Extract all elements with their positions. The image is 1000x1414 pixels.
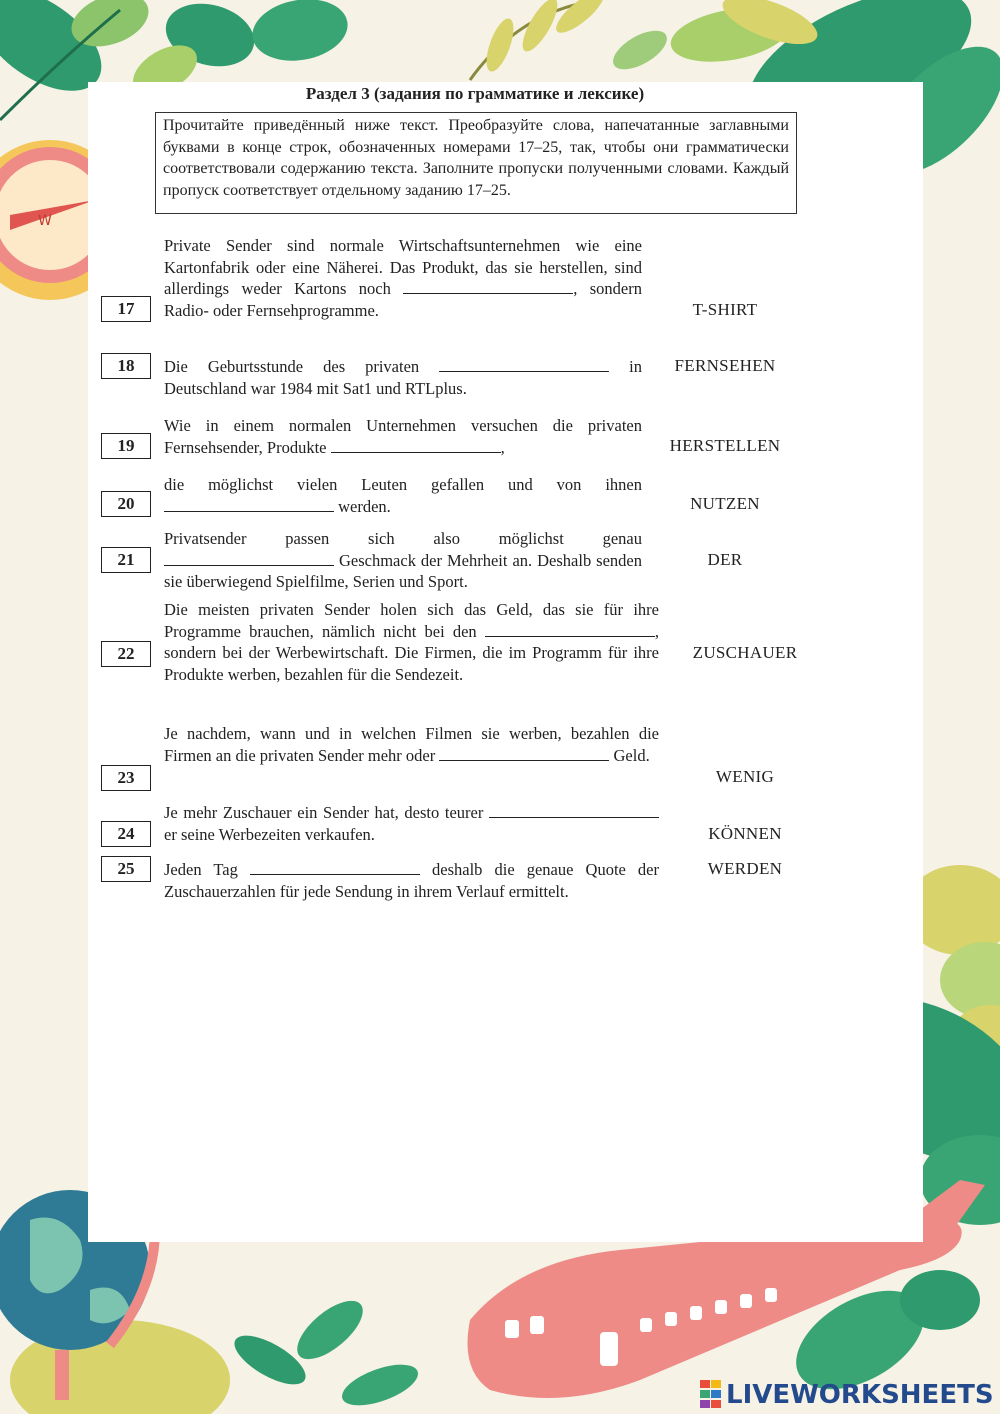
key-word-19: HERSTELLEN	[669, 436, 781, 455]
key-word-18: FERNSEHEN	[674, 356, 776, 375]
task-text-before: Die Geburtsstunde des privaten	[164, 357, 420, 376]
key-word-25: WERDEN	[707, 859, 783, 878]
task-text-after: , sondern Radio- oder Fernsehprogramme.	[164, 279, 643, 320]
task-number-20: 20	[101, 491, 151, 517]
task-number-22: 22	[101, 641, 151, 667]
answer-blank-21[interactable]	[164, 551, 334, 566]
task-text-after: in Deutschland war 1984 mit Sat1 und RTLplus.	[164, 357, 643, 398]
answer-blank-25[interactable]	[250, 860, 420, 875]
answer-blank-20[interactable]	[164, 497, 334, 512]
task-number-25: 25	[101, 856, 151, 882]
task-text-after: , sondern bei der Werbewirtschaft. Die Firmen, die im Programm für ihre Produkte werben, bezahlen für die Sendezeit.	[164, 621, 659, 684]
task-text-25	[164, 859, 659, 902]
task-text-18	[164, 356, 642, 399]
answer-blank-18[interactable]	[439, 357, 609, 372]
answer-blank-23[interactable]	[439, 746, 609, 761]
task-number-17: 17	[101, 296, 151, 322]
answer-blank-17[interactable]	[403, 279, 573, 294]
instructions-box: Прочитайте приведённый ниже текст. Преобразуйте слова, напечатанные заглавными буквами в конце строк, обозначенных номерами 17–25, так, чтобы они грамматически соответствовали содержанию текста. Заполните пропуски полученными словами. Каждый пропуск соответствует отдельному заданию 17–25.	[155, 112, 797, 214]
task-text-after: Geld.	[613, 745, 650, 765]
key-word-20: NUTZEN	[690, 494, 760, 513]
task-text-after: Geschmack der Mehrheit an. Deshalb senden sie überwiegend Spielfilme, Serien und Sport.	[164, 550, 642, 591]
task-text-19	[164, 415, 642, 458]
task-number-18: 18	[101, 353, 151, 379]
task-number-21: 21	[101, 547, 151, 573]
task-text-before: Privatsender passen sich also möglichst genau	[164, 529, 642, 548]
task-number-23: 23	[101, 765, 151, 791]
task-text-before: Die meisten privaten Sender holen sich das Geld, das sie für ihre Programme brauchen, nämlich nicht bei den	[164, 600, 659, 641]
key-word-23: WENIG	[715, 767, 775, 786]
liveworksheets-logo-icon	[700, 1380, 722, 1410]
task-text-before: Je nachdem, wann und in welchen Filmen sie werben, bezahlen die Firmen an die privaten Sender mehr oder	[164, 724, 659, 765]
task-text-after: er seine Werbezeiten verkaufen.	[164, 824, 375, 844]
task-text-23	[164, 723, 659, 766]
top-yellow-leaves-illustration	[470, 0, 673, 80]
key-word-17: T-SHIRT	[692, 300, 758, 319]
task-text-before: Wie in einem normalen Unternehmen versuchen die privaten Fernsehsender, Produkte	[164, 416, 642, 457]
key-word-22: ZUSCHAUER	[692, 643, 798, 662]
task-text-24	[164, 802, 659, 845]
liveworksheets-logo[interactable]	[700, 1378, 994, 1412]
answer-blank-22[interactable]	[485, 622, 655, 637]
task-text-before: Jeden Tag	[164, 860, 238, 879]
task-text-before: Je mehr Zuschauer ein Sender hat, desto teurer	[164, 803, 484, 822]
task-text-20	[164, 474, 642, 517]
answer-blank-24[interactable]	[489, 803, 659, 818]
task-text-22	[164, 599, 659, 685]
svg-text:W: W	[38, 213, 52, 229]
task-text-after: werden.	[338, 496, 391, 516]
task-text-21	[164, 528, 642, 593]
task-text-17	[164, 235, 642, 321]
task-text-after: deshalb die genaue Quote der Zuschauerzahlen für jede Sendung in ihrem Verlauf ermittelt.	[164, 860, 659, 901]
answer-blank-19[interactable]	[331, 438, 501, 453]
task-text-before: Private Sender sind normale Wirtschaftsunternehmen wie eine Kartonfabrik oder eine Näherei. Das Produkt, das sie herstellen, sind allerdings weder Kartons noch	[164, 236, 642, 298]
key-word-21: DER	[707, 550, 743, 569]
task-text-before: die möglichst vielen Leuten gefallen und von ihnen	[164, 475, 642, 494]
task-number-24: 24	[101, 821, 151, 847]
task-number-19: 19	[101, 433, 151, 459]
key-word-24: KÖNNEN	[708, 824, 782, 843]
brand-text: LIVEWORKSHEETS	[726, 1380, 994, 1410]
task-text-after: ,	[500, 437, 505, 457]
section-title: Раздел 3 (задания по грамматике и лексике)	[305, 84, 645, 103]
